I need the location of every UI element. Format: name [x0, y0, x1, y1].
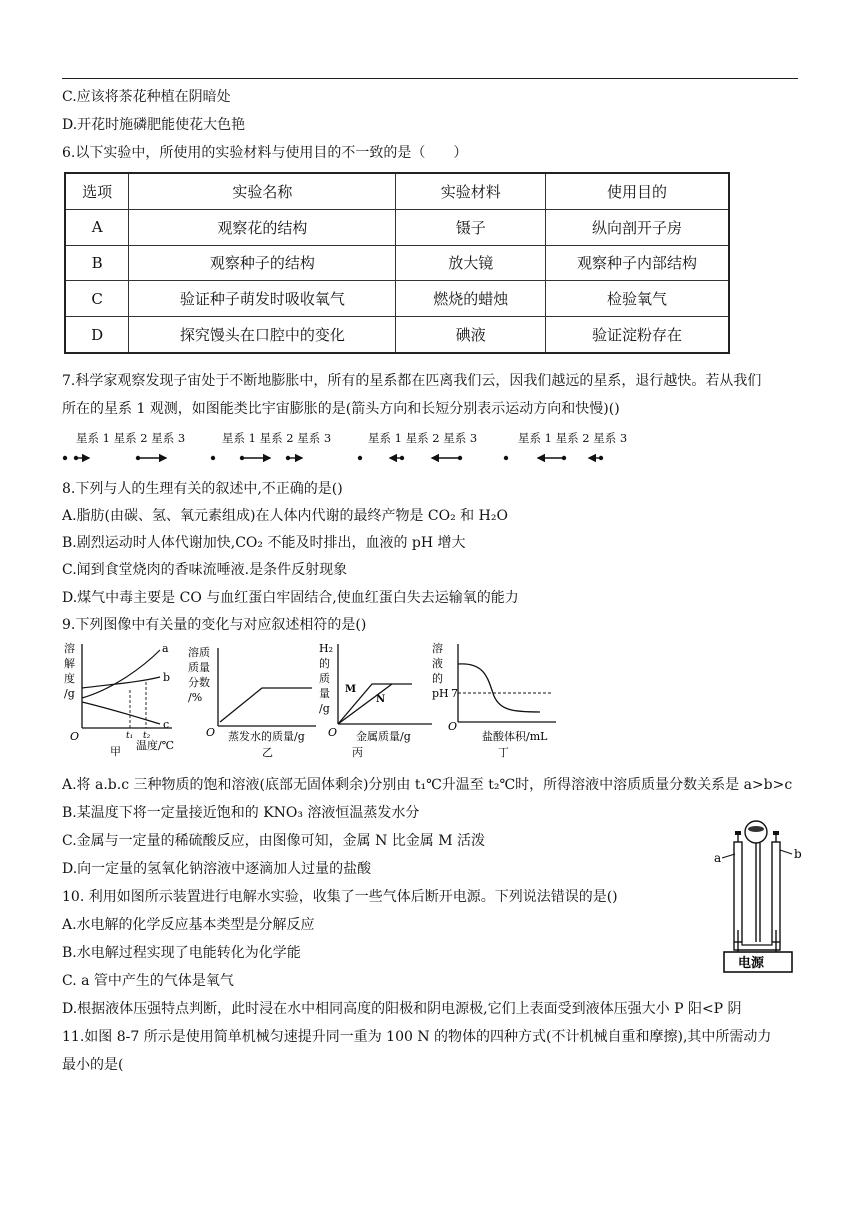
- question-8-option-d: D.煤气中毒主要是 CO 与血红蛋白牢固结合,使血红蛋白失去运输氧的能力: [62, 590, 519, 606]
- question-9-option-d: D.向一定量的氢氧化钠溶液中逐滴加人过量的盐酸: [62, 861, 372, 877]
- table-row: [65, 317, 729, 354]
- table-cell: C: [65, 281, 129, 317]
- ph-7-label: 7: [451, 687, 458, 700]
- graph-ding: [428, 640, 568, 758]
- table-cell: 检验氧气: [546, 281, 729, 317]
- graph-jia: [60, 640, 190, 758]
- graph-yi-name: 乙: [262, 746, 273, 758]
- question-10-option-c: C. a 管中产生的气体是氧气: [62, 973, 234, 989]
- galaxy-label-2: 星系 1 星系 2 星系 3: [222, 431, 332, 445]
- question-11-line2: 最小的是(: [62, 1057, 124, 1073]
- graph-bing: [316, 640, 446, 758]
- graph-jia-ylabel: 度: [64, 672, 75, 685]
- question-8-option-c: C.闻到食堂烧肉的香味流唾液.是条件反射现象: [62, 562, 348, 578]
- table-header-cell: 实验材料: [396, 173, 546, 209]
- table-cell: 观察种子内部结构: [546, 245, 729, 281]
- question-9-option-a: A.将 a.b.c 三种物质的饱和溶液(底部无固体剩余)分别由 t₁℃升温至 t₂℃时，所得溶液中溶质质量分数关系是 a>b>c: [62, 777, 793, 793]
- question-10-option-b: B.水电解过程实现了电能转化为化学能: [62, 945, 301, 961]
- table-cell: 观察花的结构: [129, 209, 396, 245]
- graph-ding-ylabel: 液: [432, 657, 443, 670]
- origin-label: O: [70, 730, 80, 743]
- question-6: 6.以下实验中，所使用的实验材料与使用目的不一致的是（ ）: [62, 145, 468, 161]
- galaxy-option-1: [63, 456, 166, 460]
- graph-jia-ylabel: /g: [64, 687, 75, 700]
- galaxy-option-4: [504, 456, 603, 460]
- table-cell: D: [65, 317, 129, 354]
- origin-label: O: [448, 720, 458, 733]
- table-cell: A: [65, 209, 129, 245]
- option-d-line: D.开花时施磷肥能使花大色艳: [62, 117, 246, 133]
- graph-jia-ylabel: 解: [64, 657, 75, 670]
- graph-jia-ylabel: 溶: [64, 642, 75, 655]
- graph-yi-ylabel: /%: [188, 691, 203, 704]
- table-row: [65, 209, 729, 245]
- table-cell: B: [65, 245, 129, 281]
- graph-bing-ylabel: 量: [319, 687, 330, 700]
- question-10: 10. 利用如图所示装置进行电解水实验，收集了一些气体后断开电源。下列说法错误的是(): [62, 889, 618, 905]
- origin-label: O: [206, 726, 216, 739]
- table-cell: 放大镜: [396, 245, 546, 281]
- curve-c-label: c: [163, 718, 170, 731]
- question-11-line1: 11.如图 8-7 所示是使用简单机械匀速提升同一重为 100 N 的物体的四种方式(不计机械自重和摩擦),其中所需动力: [62, 1029, 772, 1045]
- question-9-option-b: B.某温度下将一定量接近饱和的 KNO₃ 溶液恒温蒸发水分: [62, 805, 420, 821]
- graph-yi-ylabel: 溶质: [188, 646, 210, 659]
- experiment-table: [64, 172, 730, 354]
- tick-t1: t₁: [126, 731, 134, 741]
- graph-jia-name: 甲: [110, 745, 121, 758]
- table-header-cell: 选项: [65, 173, 129, 209]
- table-cell: 镊子: [396, 209, 546, 245]
- graph-ding-ylabel: 的: [432, 672, 443, 685]
- graph-bing-ylabel: 的: [319, 657, 330, 670]
- question-7-line2: 所在的星系 1 观测，如图能类比宇宙膨胀的是(箭头方向和长短分别表示运动方向和快慢)(): [62, 401, 620, 417]
- table-header-cell: 实验名称: [129, 173, 396, 209]
- electrolysis-apparatus: [708, 818, 808, 974]
- tick-t2: t₂: [143, 731, 151, 741]
- graph-bing-ylabel: H₂: [319, 642, 334, 655]
- table-cell: 碘液: [396, 317, 546, 354]
- galaxy-label-3: 星系 1 星系 2 星系 3: [368, 431, 478, 445]
- galaxy-arrow-diagrams: [56, 448, 656, 468]
- graph-bing-name: 丙: [352, 746, 363, 758]
- graph-ding-ylabel: pH: [432, 687, 449, 700]
- tube-b-label: b: [794, 847, 802, 861]
- option-c-line: C.应该将茶花种植在阴暗处: [62, 89, 231, 105]
- question-8-option-a: A.脂肪(由碳、氢、氧元素组成)在人体内代谢的最终产物是 CO₂ 和 H₂O: [62, 508, 508, 524]
- table-cell: 探究馒头在口腔中的变化: [129, 317, 396, 354]
- question-9-option-c: C.金属与一定量的稀硫酸反应，由图像可知，金属 N 比金属 M 活泼: [62, 833, 486, 849]
- galaxy-label-4: 星系 1 星系 2 星系 3: [518, 431, 628, 445]
- galaxy-option-2: [211, 456, 302, 460]
- table-header-row: [65, 173, 729, 209]
- table-cell: 观察种子的结构: [129, 245, 396, 281]
- question-8: 8.下列与人的生理有关的叙述中,不正确的是(): [62, 481, 343, 497]
- table-cell: 验证种子萌发时吸收氧气: [129, 281, 396, 317]
- graph-yi-ylabel: 质量: [188, 661, 210, 674]
- graph-ding-xlabel: 盐酸体积/mL: [482, 730, 548, 743]
- graph-jia-xlabel: 温度/℃: [136, 739, 175, 752]
- table-cell: 燃烧的蜡烛: [396, 281, 546, 317]
- question-7-line1: 7.科学家观察发现子宙处于不断地膨胀中，所有的星系都在匹离我们云，因我们越远的星系，退行越快。若从我们: [62, 373, 762, 389]
- header-rule: [62, 78, 798, 79]
- galaxy-label-1: 星系 1 星系 2 星系 3: [76, 431, 186, 445]
- table-header-cell: 使用目的: [546, 173, 729, 209]
- question-9: 9.下列图像中有关量的变化与对应叙述相符的是(): [62, 617, 367, 633]
- curve-n-label: N: [376, 694, 386, 705]
- galaxy-option-3: [358, 456, 462, 460]
- graph-bing-ylabel: 质: [319, 672, 330, 685]
- graph-bing-xlabel: 金属质量/g: [356, 730, 411, 743]
- table-row: [65, 245, 729, 281]
- table-cell: 验证淀粉存在: [546, 317, 729, 354]
- graph-yi-xlabel: 蒸发水的质量/g: [228, 730, 305, 743]
- graph-yi-ylabel: 分数: [188, 676, 210, 689]
- question-10-option-a: A.水电解的化学反应基本类型是分解反应: [62, 917, 315, 933]
- table-row: [65, 281, 729, 317]
- curve-a-label: a: [162, 642, 169, 655]
- tube-a-label: a: [714, 851, 722, 865]
- question-10-option-d: D.根据液体压强特点判断，此时浸在水中相同高度的阳极和阴电源极,它们上表面受到液体压强大小 P 阳<P 阴: [62, 1001, 742, 1017]
- power-supply-label: 电源: [738, 956, 765, 971]
- curve-b-label: b: [163, 671, 171, 684]
- graph-ding-name: 丁: [498, 746, 509, 758]
- origin-label: O: [328, 726, 338, 739]
- curve-m-label: M: [345, 684, 357, 695]
- graph-ding-ylabel: 溶: [432, 642, 443, 655]
- table-cell: 纵向剖开子房: [546, 209, 729, 245]
- question-8-option-b: B.剧烈运动时人体代谢加快,CO₂ 不能及时排出，血液的 pH 增大: [62, 535, 466, 551]
- graph-yi: [188, 640, 328, 758]
- graph-bing-ylabel: /g: [319, 702, 330, 715]
